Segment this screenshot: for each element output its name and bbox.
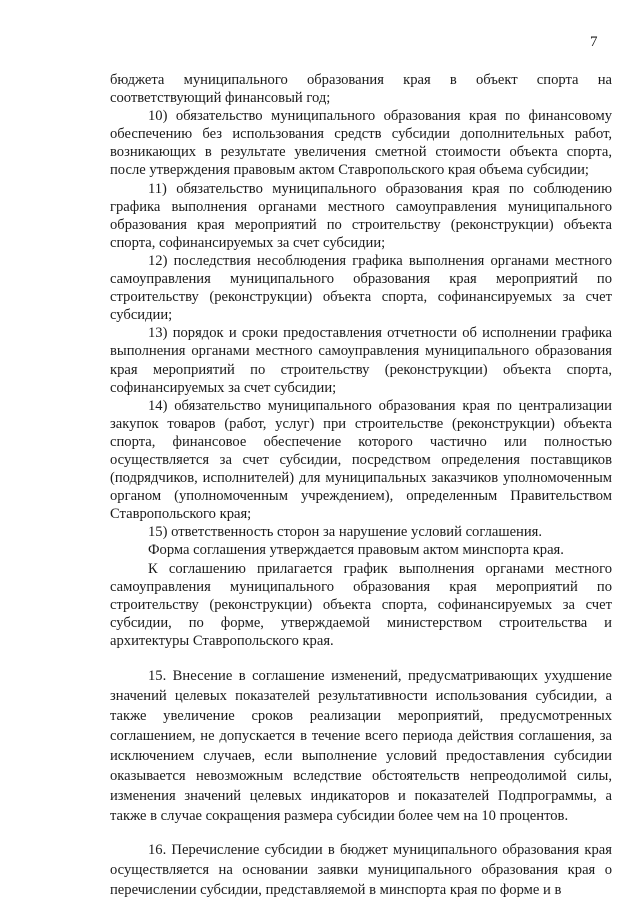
paragraph-item-11: 11) обязательство муниципального образования края по соблюдению графика выполнения органами местного самоуправления муниципального образования края мероприятий по строительству (реконструкции) объекта спорта, софинансируемых за счет субсидии; bbox=[110, 180, 612, 251]
paragraph-section-15: 15. Внесение в соглашение изменений, предусматривающих ухудшение значений целевых показателей результативности использования субсидии, а также увеличение сроков реализации мероприятий, предусмотренных соглашением, не допускается в течение всего периода действия соглашения, за исключением случаев, если выполнение условий предоставления субсидии оказывается невозможным вследствие обстоятельств непреодолимой силы, изменения значений целевых индикаторов и показателей Подпрограммы, а также в случае сокращения размера субсидии более чем на 10 процентов. bbox=[110, 668, 612, 824]
paragraph-continuation: бюджета муниципального образования края в объект спорта на соответствующий финансовый год; bbox=[110, 72, 612, 107]
paragraph-item-12: 12) последствия несоблюдения графика выполнения органами местного самоуправления муниципального образования края мероприятий по строительству (реконструкции) объекта спорта, софинансируемых за счет субсидии; bbox=[110, 252, 612, 324]
paragraph-section-16: 16. Перечисление субсидии в бюджет муниципального образования края осуществляется на основании заявки муниципального образования края о перечислении субсидии, представляемой в минспорта края по форме и в bbox=[110, 842, 612, 898]
paragraph-item-14: 14) обязательство муниципального образования края по централизации закупок товаров (работ, услуг) при строительстве (реконструкции) объекта спорта, финансовое обеспечение которого частично или полностью осуществляется за счет субсидии, посредством определения поставщиков (подрядчиков, исполнителей) для муниципальных заказчиков уполномоченным органом (уполномоченным учреждением), определенным Правительством Ставропольского края; bbox=[110, 397, 612, 523]
paragraph-item-13: 13) порядок и сроки предоставления отчетности об исполнении графика выполнения органами местного самоуправления муниципального образования края мероприятий по строительству (реконструкции) объекта спорта, софинансируемых за счет субсидии; bbox=[110, 325, 612, 396]
page-number: 7 bbox=[590, 34, 598, 50]
paragraph-agreement-form: Форма соглашения утверждается правовым актом минспорта края. bbox=[148, 542, 564, 559]
paragraph-item-10: 10) обязательство муниципального образования края по финансовому обеспечению без использования средств субсидии дополнительных работ, возникающих в результате увеличения сметной стоимости объекта спорта, после утверждения правовым актом Ставропольского края объема субсидии; bbox=[110, 108, 612, 179]
document-body bbox=[110, 71, 612, 900]
paragraph-agreement-schedule: К соглашению прилагается график выполнения органами местного самоуправления муниципального образования края мероприятий по строительству (реконструкции) объекта спорта, софинансируемых за счет субсидии, по форме, утверждаемой министерством строительства и архитектуры Ставропольского края. bbox=[110, 560, 612, 649]
paragraph-item-15: 15) ответственность сторон за нарушение условий соглашения. bbox=[148, 524, 543, 541]
